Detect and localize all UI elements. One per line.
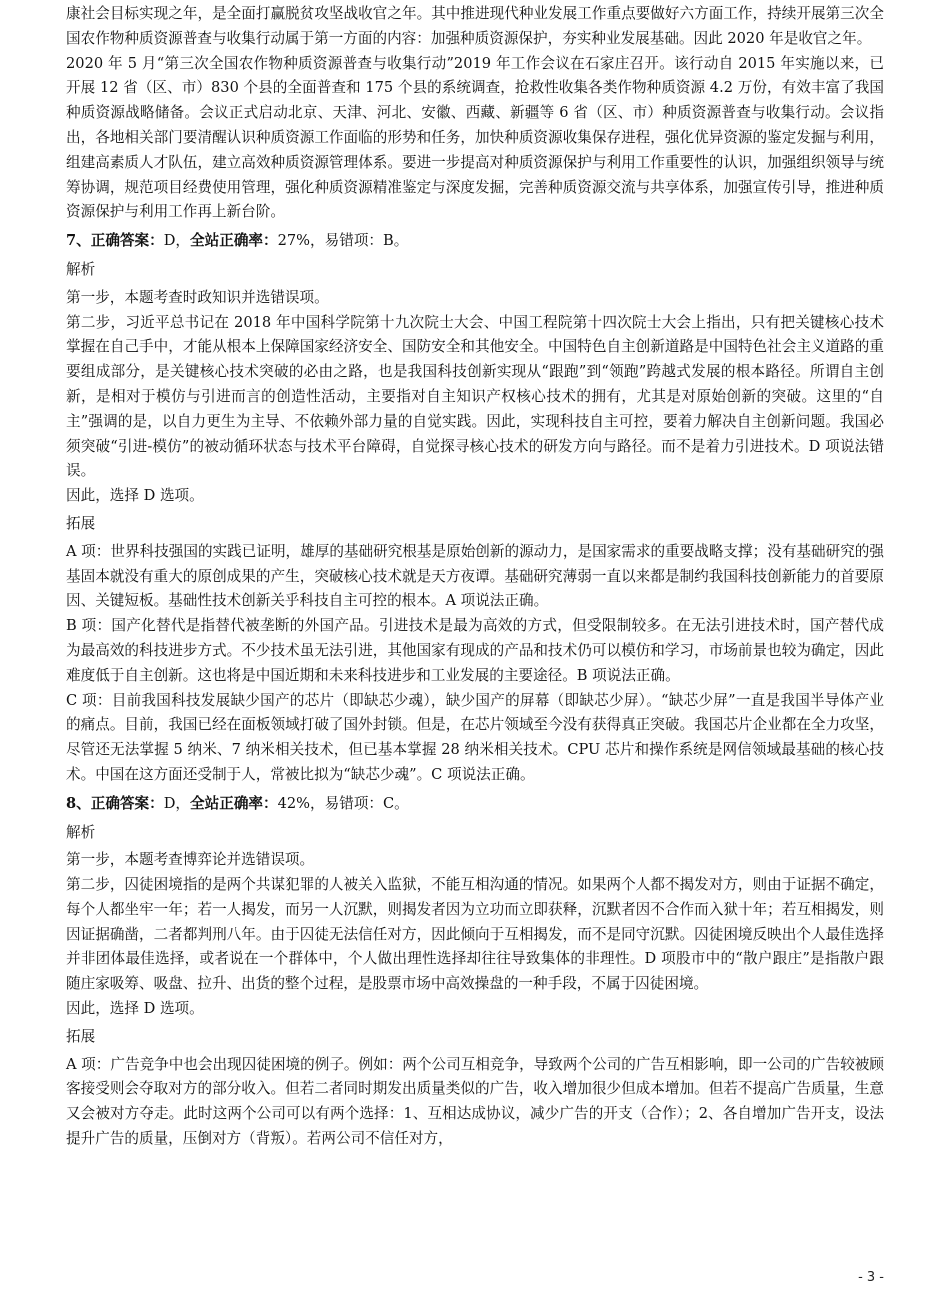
question-8-option-a: A 项：广告竞争中也会出现囚徒困境的例子。例如：两个公司互相竞争，导致两个公司的广告互相影响，即一公司的广告较被顾客接受则会夺取对方的部分收入。但若二者同时期发出质量类似的广告，收入增加很少但成本增加。但若不提高广告质量，生意又会被对方夺走。此时这两个公司可以有两个选择：1、互相达成协议，减少广告的开支（合作）；2、各自增加广告开支，设法提升广告的质量，压倒对方（背叛）。若两公司不信任对方， — [66, 1055, 884, 1148]
question-7-conclusion: 因此，选择 D 选项。 — [66, 487, 204, 505]
page-number: - 3 - — [858, 1270, 884, 1285]
question-7-rate-label: 全站正确率： — [190, 232, 278, 250]
question-8-rate-label: 全站正确率： — [190, 794, 278, 812]
question-8-header — [66, 792, 884, 817]
question-8-step-2: 第二步，囚徒困境指的是两个共谋犯罪的人被关入监狱，不能互相沟通的情况。如果两个人都不揭发对方，则由于证据不确定，每个人都坐牢一年；若一人揭发，而另一人沉默，则揭发者因为立功而立即获释，沉默者因不合作而入狱十年；若互相揭发，则因证据确凿，二者都判刑八年。由于囚徒无法信任对方，因此倾向于互相揭发，而不是同守沉默。囚徒困境反映出个人最佳选择并非团体最佳选择，或者说在一个群体中，个人做出理性选择却往往导致集体的非理性。D 项股市中的“散户跟庄”是指散户跟随庄家吸筹、吸盘、拉升、出货的整个过程，是股票市场中高效操盘的一种手段，不属于囚徒困境。 — [66, 876, 884, 993]
question-7-step-2: 第二步，习近平总书记在 2018 年中国科学院第十九次院士大会、中国工程院第十四次院士大会上指出，只有把关键核心技术掌握在自己手中，才能从根本上保障国家经济安全、国防安全和其他安全。中国特色自主创新道路是中国特色社会主义道路的重要组成部分，是关键核心技术突破的必由之路，也是我国科技创新实现从“跟跑”到“领跑”跨越式发展的根本路径。所谓自主创新，是相对于模仿与引进而言的创造性活动，主要指对自主知识产权核心技术的拥有，尤其是对原始创新的突破。这里的“自主”强调的是，以自力更生为主导、不依赖外部力量的自觉实践。因此，实现科技自主可控，要着力解决自主创新问题。我国必须突破“引进-模仿”的被动循环状态与技术平台障碍，自觉探寻核心技术的研发方向与路径。而不是着力引进技术。D 项说法错误。 — [66, 313, 884, 480]
question-8-answer: D， — [163, 794, 191, 812]
question-7-extension-label: 拓展 — [66, 514, 96, 532]
question-7-answer-label: 正确答案： — [90, 232, 164, 250]
question-8-analysis-label: 解析 — [66, 823, 96, 841]
question-8-conclusion: 因此，选择 D 选项。 — [66, 1000, 204, 1018]
question-7-rate: 27%，易错项：B。 — [277, 232, 409, 250]
question-7-option-c: C 项：目前我国科技发展缺少国产的芯片（即缺芯少魂），缺少国产的屏幕（即缺芯少屏）。“缺芯少屏”一直是我国半导体产业的痛点。目前，我国已经在面板领域打破了国外封锁。但是，在芯片领域至今没有获得真正突破。我国芯片企业都在全力攻坚，尽管还无法掌握 5 纳米、7 纳米相关技术，但已基本掌握 28 纳米相关技术。CPU 芯片和操作系统是网信领域最基础的核心技术。中国在这方面还受制于人，常被比拟为“缺芯少魂”。C 项说法正确。 — [66, 691, 884, 783]
intro-paragraph-1: 康社会目标实现之年，是全面打赢脱贫攻坚战收官之年。其中推进现代种业发展工作重点要做好六方面工作，持续开展第三次全国农作物种质资源普查与收集行动属于第一方面的内容：加强种质资源保护，夯实种业发展基础。因此 2020 年是收官之年。 — [66, 5, 884, 47]
question-7-option-b: B 项：国产化替代是指替代被垄断的外国产品。引进技术是最为高效的方式，但受限制较多。在无法引进技术时，国产替代成为最高效的科技进步方式。不少技术虽无法引进，其他国家有现成的产品和技术仍可以模仿和学习，市场前景也较为确定，因此难度低于自主创新。这也将是中国近期和未来科技进步和工业发展的主要途径。B 项说法正确。 — [66, 617, 884, 684]
question-7-number: 7、 — [66, 232, 91, 250]
question-7-analysis-label: 解析 — [66, 260, 96, 278]
document-page — [66, 2, 884, 1152]
question-7-option-a: A 项：世界科技强国的实践已证明，雄厚的基础研究根基是原始创新的源动力，是国家需求的重要战略支撑；没有基础研究的强基固本就没有重大的原创成果的产生，突破核心技术就是天方夜谭。基础研究薄弱一直以来都是制约我国科技创新能力的首要原因、关键短板。基础性技术创新关乎科技自主可控的根本。A 项说法正确。 — [66, 542, 884, 610]
question-8-number: 8、 — [66, 794, 91, 812]
question-8-extension-label: 拓展 — [66, 1027, 96, 1045]
question-8-rate: 42%，易错项：C。 — [277, 794, 409, 812]
question-8-step-1: 第一步，本题考查博弈论并选错误项。 — [66, 851, 315, 869]
intro-paragraph-2: 2020 年 5 月“第三次全国农作物种质资源普查与收集行动”2019 年工作会议在石家庄召开。该行动自 2015 年实施以来，已开展 12 省（区、市）830 个县的全面普查和 175 个县的系统调查，抢救性收集各类作物种质资源 4.2 万份，有效丰富了我国种质资源战略储备。会议正式启动北京、天津、河北、安徽、西藏、新疆等 6 省（区、市）种质资源普查与收集行动。会议指出，各地相关部门要清醒认识种质资源工作面临的形势和任务，加快种质资源收集保存进程，强化优异资源的鉴定发掘与利用，组建高素质人才队伍，建立高效种质资源管理体系。要进一步提高对种质资源保护与利用工作重要性的认识，加强组织领导与统筹协调，规范项目经费使用管理，强化种质资源精准鉴定与深度发掘，完善种质资源交流与共享体系，加强宣传引导，推进种质资源保护与利用工作再上新台阶。 — [66, 54, 884, 221]
question-7-step-1: 第一步，本题考查时政知识并选错误项。 — [66, 288, 329, 306]
question-7-answer: D， — [163, 232, 191, 250]
question-7-header — [66, 229, 884, 254]
question-8-answer-label: 正确答案： — [90, 794, 164, 812]
